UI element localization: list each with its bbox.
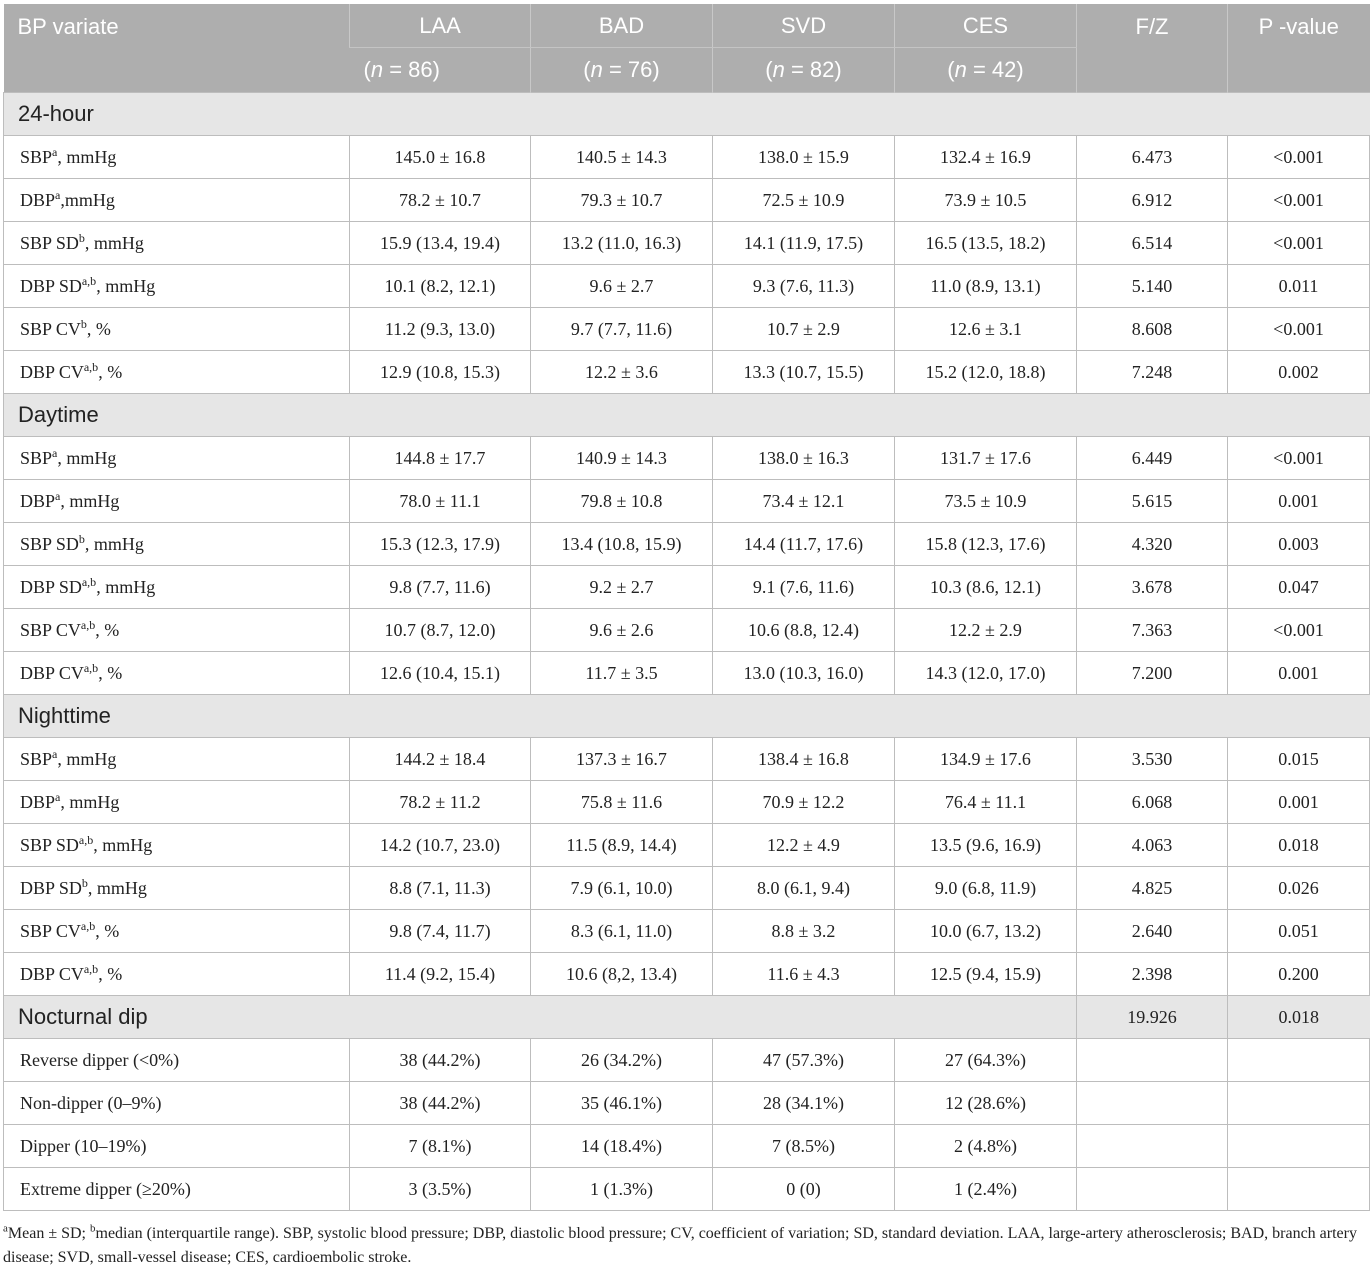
- table-row: [4, 308, 1370, 351]
- cell-value: 15.2 (12.0, 18.8): [895, 351, 1077, 394]
- cell-value: 10.7 ± 2.9: [713, 308, 895, 351]
- table-row: [4, 437, 1370, 480]
- table-row: [4, 480, 1370, 523]
- row-label-text: DBP SD: [20, 877, 82, 898]
- row-label-text: DBP CV: [20, 963, 84, 984]
- table-header: [4, 4, 1370, 93]
- row-label: [4, 781, 350, 824]
- n-value: = 76): [602, 57, 660, 82]
- cell-value: 0 (0): [713, 1168, 895, 1211]
- cell-p-value: 0.026: [1228, 867, 1370, 910]
- cell-value: 12.9 (10.8, 15.3): [350, 351, 531, 394]
- row-label-sup: b: [80, 316, 87, 331]
- row-label-sup: b: [81, 875, 88, 890]
- cell-value: 35 (46.1%): [531, 1082, 713, 1125]
- row-label-sup: b: [78, 531, 85, 546]
- cell-value: 12.2 ± 2.9: [895, 609, 1077, 652]
- cell-value: 11.6 ± 4.3: [713, 953, 895, 996]
- row-label: [4, 523, 350, 566]
- row-label: [4, 738, 350, 781]
- n-symbol: n: [590, 57, 603, 82]
- header-n-bad: (n = 76): [531, 48, 713, 93]
- cell-value: 8.3 (6.1, 11.0): [531, 910, 713, 953]
- row-label-text: SBP SD: [20, 232, 79, 253]
- cell-value: 14.4 (11.7, 17.6): [713, 523, 895, 566]
- row-label-sup: a,b: [80, 617, 96, 632]
- row-label-sup: a: [52, 445, 58, 460]
- header-group-laa: LAA: [350, 4, 531, 48]
- n-symbol: n: [370, 57, 384, 82]
- table-row: [4, 136, 1370, 179]
- header-n-ces: (n = 42): [895, 48, 1077, 93]
- cell-stat: 7.200: [1077, 652, 1228, 695]
- cell-value: 70.9 ± 12.2: [713, 781, 895, 824]
- cell-value: 10.6 (8.8, 12.4): [713, 609, 895, 652]
- cell-value: 11.0 (8.9, 13.1): [895, 265, 1077, 308]
- row-label-text: DBP: [20, 189, 56, 210]
- row-label: [4, 867, 350, 910]
- cell-value: 47 (57.3%): [713, 1039, 895, 1082]
- n-symbol: n: [772, 57, 785, 82]
- cell-value: 28 (34.1%): [713, 1082, 895, 1125]
- cell-value: 1 (1.3%): [531, 1168, 713, 1211]
- row-label-unit: , %: [95, 920, 120, 941]
- cell-stat: [1077, 1039, 1228, 1082]
- n-value: = 82): [784, 57, 842, 82]
- table-row: [4, 910, 1370, 953]
- cell-p-value: <0.001: [1228, 437, 1370, 480]
- table-row: [4, 738, 1370, 781]
- row-label-sup: a,b: [81, 574, 97, 589]
- row-label: [4, 351, 350, 394]
- cell-value: 8.0 (6.1, 9.4): [713, 867, 895, 910]
- table-row: [4, 652, 1370, 695]
- cell-value: 26 (34.2%): [531, 1039, 713, 1082]
- cell-value: 14 (18.4%): [531, 1125, 713, 1168]
- cell-value: 11.7 ± 3.5: [531, 652, 713, 695]
- n-value: = 86): [383, 57, 440, 82]
- row-label-text: SBP: [20, 447, 53, 468]
- cell-value: 12.6 ± 3.1: [895, 308, 1077, 351]
- row-label-unit: , %: [98, 963, 123, 984]
- row-label-unit: , mmHg: [57, 146, 117, 167]
- row-label-unit: , mmHg: [96, 275, 156, 296]
- cell-value: 38 (44.2%): [350, 1082, 531, 1125]
- cell-value: 13.5 (9.6, 16.9): [895, 824, 1077, 867]
- footnote-sup-a: a: [3, 1222, 8, 1235]
- cell-value: 140.9 ± 14.3: [531, 437, 713, 480]
- cell-value: 78.2 ± 10.7: [350, 179, 531, 222]
- cell-value: 13.3 (10.7, 15.5): [713, 351, 895, 394]
- header-variate: BP variate: [4, 4, 350, 93]
- cell-value: 10.0 (6.7, 13.2): [895, 910, 1077, 953]
- cell-p-value: 0.015: [1228, 738, 1370, 781]
- row-label-text: SBP SD: [20, 533, 79, 554]
- cell-value: 3 (3.5%): [350, 1168, 531, 1211]
- row-label-sup: a,b: [81, 273, 97, 288]
- cell-p-value: 0.002: [1228, 351, 1370, 394]
- row-label-unit: , mmHg: [84, 232, 144, 253]
- n-value: = 42): [966, 57, 1024, 82]
- cell-value: 76.4 ± 11.1: [895, 781, 1077, 824]
- row-label: [4, 824, 350, 867]
- cell-stat: 3.678: [1077, 566, 1228, 609]
- cell-p-value: 0.003: [1228, 523, 1370, 566]
- cell-value: 12 (28.6%): [895, 1082, 1077, 1125]
- row-label-text: DBP: [20, 791, 56, 812]
- row-label-unit: , mmHg: [60, 490, 120, 511]
- row-label-unit: , %: [98, 361, 123, 382]
- cell-value: 27 (64.3%): [895, 1039, 1077, 1082]
- cell-value: 10.7 (8.7, 12.0): [350, 609, 531, 652]
- header-p-value: P -value: [1228, 4, 1370, 93]
- table-row: [4, 1039, 1370, 1082]
- cell-value: 11.4 (9.2, 15.4): [350, 953, 531, 996]
- table-row: [4, 824, 1370, 867]
- row-label: [4, 609, 350, 652]
- cell-value: 15.8 (12.3, 17.6): [895, 523, 1077, 566]
- cell-stat: 3.530: [1077, 738, 1228, 781]
- cell-p-value: <0.001: [1228, 308, 1370, 351]
- cell-value: 138.0 ± 15.9: [713, 136, 895, 179]
- n-symbol: n: [954, 57, 967, 82]
- table-row: [4, 1168, 1370, 1211]
- section-row: [4, 93, 1370, 136]
- cell-value: 131.7 ± 17.6: [895, 437, 1077, 480]
- table-row: [4, 1125, 1370, 1168]
- cell-p-value: [1228, 1082, 1370, 1125]
- cell-p-value: <0.001: [1228, 222, 1370, 265]
- header-stat: F/Z: [1077, 4, 1228, 93]
- row-label: [4, 265, 350, 308]
- cell-value: 75.8 ± 11.6: [531, 781, 713, 824]
- cell-value: 9.0 (6.8, 11.9): [895, 867, 1077, 910]
- row-label: [4, 910, 350, 953]
- cell-value: 10.6 (8,2, 13.4): [531, 953, 713, 996]
- row-label-text: SBP: [20, 748, 53, 769]
- section-title: 24-hour: [4, 93, 1370, 136]
- header-group-svd: SVD: [713, 4, 895, 48]
- cell-value: 11.5 (8.9, 14.4): [531, 824, 713, 867]
- cell-p-value: [1228, 1125, 1370, 1168]
- cell-value: 138.0 ± 16.3: [713, 437, 895, 480]
- cell-stat: 5.140: [1077, 265, 1228, 308]
- cell-value: 72.5 ± 10.9: [713, 179, 895, 222]
- table-row: [4, 523, 1370, 566]
- cell-value: 144.2 ± 18.4: [350, 738, 531, 781]
- cell-value: 38 (44.2%): [350, 1039, 531, 1082]
- row-label-text: Non-dipper (0–9%): [20, 1092, 162, 1113]
- cell-p-value: 0.001: [1228, 480, 1370, 523]
- section-row: [4, 695, 1370, 738]
- cell-stat: 7.363: [1077, 609, 1228, 652]
- cell-p-value: <0.001: [1228, 609, 1370, 652]
- cell-value: 14.1 (11.9, 17.5): [713, 222, 895, 265]
- cell-value: 2 (4.8%): [895, 1125, 1077, 1168]
- results-table: [3, 4, 1370, 1211]
- table-row: [4, 609, 1370, 652]
- row-label-text: SBP CV: [20, 318, 81, 339]
- cell-value: 13.2 (11.0, 16.3): [531, 222, 713, 265]
- cell-value: 144.8 ± 17.7: [350, 437, 531, 480]
- cell-value: 9.3 (7.6, 11.3): [713, 265, 895, 308]
- cell-p-value: [1228, 1168, 1370, 1211]
- header-group-bad: BAD: [531, 4, 713, 48]
- row-label-sup: b: [78, 230, 85, 245]
- cell-value: 15.3 (12.3, 17.9): [350, 523, 531, 566]
- cell-value: 14.2 (10.7, 23.0): [350, 824, 531, 867]
- cell-value: 9.6 ± 2.6: [531, 609, 713, 652]
- table-row: [4, 179, 1370, 222]
- cell-value: 11.2 (9.3, 13.0): [350, 308, 531, 351]
- table-body: [4, 93, 1370, 1211]
- cell-value: 79.8 ± 10.8: [531, 480, 713, 523]
- cell-value: 73.9 ± 10.5: [895, 179, 1077, 222]
- cell-stat: 4.063: [1077, 824, 1228, 867]
- cell-value: 9.8 (7.7, 11.6): [350, 566, 531, 609]
- row-label-text: Dipper (10–19%): [20, 1135, 147, 1156]
- row-label: [4, 566, 350, 609]
- cell-value: 134.9 ± 17.6: [895, 738, 1077, 781]
- cell-value: 7 (8.1%): [350, 1125, 531, 1168]
- cell-stat: [1077, 1125, 1228, 1168]
- cell-value: 13.0 (10.3, 16.0): [713, 652, 895, 695]
- cell-value: 9.7 (7.7, 11.6): [531, 308, 713, 351]
- table-row: [4, 1082, 1370, 1125]
- row-label-unit: ,mmHg: [60, 189, 115, 210]
- cell-stat: 4.825: [1077, 867, 1228, 910]
- row-label-unit: , mmHg: [93, 834, 153, 855]
- row-label: [4, 1082, 350, 1125]
- cell-value: 7.9 (6.1, 10.0): [531, 867, 713, 910]
- cell-p-value: 0.051: [1228, 910, 1370, 953]
- row-label-text: DBP SD: [20, 275, 82, 296]
- cell-value: 12.2 ± 3.6: [531, 351, 713, 394]
- section-row: [4, 394, 1370, 437]
- cell-stat: [1077, 1168, 1228, 1211]
- cell-value: 1 (2.4%): [895, 1168, 1077, 1211]
- cell-stat: 5.615: [1077, 480, 1228, 523]
- cell-stat: 6.514: [1077, 222, 1228, 265]
- cell-stat: 6.449: [1077, 437, 1228, 480]
- row-label-text: Extreme dipper (≥20%): [20, 1178, 191, 1199]
- row-label-text: DBP CV: [20, 662, 84, 683]
- cell-value: 13.4 (10.8, 15.9): [531, 523, 713, 566]
- footnote-text-a: Mean ± SD;: [7, 1225, 90, 1242]
- cell-value: 15.9 (13.4, 19.4): [350, 222, 531, 265]
- cell-value: 138.4 ± 16.8: [713, 738, 895, 781]
- cell-value: 14.3 (12.0, 17.0): [895, 652, 1077, 695]
- row-label-text: SBP: [20, 146, 53, 167]
- cell-value: 78.0 ± 11.1: [350, 480, 531, 523]
- cell-p-value: <0.001: [1228, 179, 1370, 222]
- cell-p-value: 0.047: [1228, 566, 1370, 609]
- header-group-ces: CES: [895, 4, 1077, 48]
- row-label-unit: , mmHg: [57, 447, 117, 468]
- cell-value: 140.5 ± 14.3: [531, 136, 713, 179]
- row-label-text: Reverse dipper (<0%): [20, 1049, 180, 1070]
- table-footnote: [3, 1222, 1369, 1270]
- table-row: [4, 781, 1370, 824]
- row-label-unit: , mmHg: [87, 877, 147, 898]
- row-label-unit: , %: [95, 619, 120, 640]
- row-label: [4, 1168, 350, 1211]
- row-label: [4, 136, 350, 179]
- row-label-text: SBP CV: [20, 920, 81, 941]
- row-label: [4, 179, 350, 222]
- row-label-sup: a: [52, 746, 58, 761]
- cell-stat: [1077, 1082, 1228, 1125]
- section-title: Nighttime: [4, 695, 1370, 738]
- cell-p-value: 0.018: [1228, 824, 1370, 867]
- row-label-sup: a: [55, 488, 61, 503]
- section-row: [4, 996, 1370, 1039]
- cell-value: 79.3 ± 10.7: [531, 179, 713, 222]
- row-label-sup: a: [55, 187, 61, 202]
- cell-value: 16.5 (13.5, 18.2): [895, 222, 1077, 265]
- cell-value: 8.8 ± 3.2: [713, 910, 895, 953]
- row-label: [4, 953, 350, 996]
- cell-value: 9.8 (7.4, 11.7): [350, 910, 531, 953]
- row-label: [4, 308, 350, 351]
- row-label-text: DBP SD: [20, 576, 82, 597]
- cell-value: 132.4 ± 16.9: [895, 136, 1077, 179]
- row-label-unit: , %: [98, 662, 123, 683]
- row-label: [4, 652, 350, 695]
- section-stat: 19.926: [1077, 996, 1228, 1039]
- section-title: Daytime: [4, 394, 1370, 437]
- table-row: [4, 222, 1370, 265]
- header-n-svd: (n = 82): [713, 48, 895, 93]
- table-row: [4, 953, 1370, 996]
- cell-stat: 6.068: [1077, 781, 1228, 824]
- footnote-sup-b: b: [90, 1222, 96, 1235]
- row-label: [4, 1125, 350, 1168]
- row-label: [4, 222, 350, 265]
- cell-value: 73.4 ± 12.1: [713, 480, 895, 523]
- row-label-sup: a: [55, 789, 61, 804]
- section-p-value: 0.018: [1228, 996, 1370, 1039]
- cell-stat: 6.912: [1077, 179, 1228, 222]
- row-label-text: SBP SD: [20, 834, 79, 855]
- row-label-unit: , %: [86, 318, 111, 339]
- cell-stat: 6.473: [1077, 136, 1228, 179]
- cell-p-value: 0.200: [1228, 953, 1370, 996]
- cell-value: 10.1 (8.2, 12.1): [350, 265, 531, 308]
- cell-value: 12.2 ± 4.9: [713, 824, 895, 867]
- cell-value: 137.3 ± 16.7: [531, 738, 713, 781]
- cell-p-value: <0.001: [1228, 136, 1370, 179]
- row-label-text: DBP: [20, 490, 56, 511]
- row-label-text: DBP CV: [20, 361, 84, 382]
- cell-value: 145.0 ± 16.8: [350, 136, 531, 179]
- row-label-sup: a,b: [83, 359, 99, 374]
- row-label-sup: a,b: [83, 961, 99, 976]
- cell-stat: 7.248: [1077, 351, 1228, 394]
- table-row: [4, 867, 1370, 910]
- cell-value: 10.3 (8.6, 12.1): [895, 566, 1077, 609]
- row-label-unit: , mmHg: [84, 533, 144, 554]
- cell-value: 12.6 (10.4, 15.1): [350, 652, 531, 695]
- table-row: [4, 265, 1370, 308]
- row-label-unit: , mmHg: [57, 748, 117, 769]
- cell-value: 9.6 ± 2.7: [531, 265, 713, 308]
- cell-p-value: [1228, 1039, 1370, 1082]
- cell-value: 78.2 ± 11.2: [350, 781, 531, 824]
- row-label-unit: , mmHg: [60, 791, 120, 812]
- row-label: [4, 437, 350, 480]
- section-title: Nocturnal dip: [4, 996, 1077, 1039]
- cell-value: 8.8 (7.1, 11.3): [350, 867, 531, 910]
- header-n-laa: (n = 86): [350, 48, 531, 93]
- cell-value: 7 (8.5%): [713, 1125, 895, 1168]
- row-label-sup: a: [52, 144, 58, 159]
- row-label: [4, 480, 350, 523]
- row-label-sup: a,b: [80, 918, 96, 933]
- cell-stat: 2.640: [1077, 910, 1228, 953]
- cell-p-value: 0.001: [1228, 652, 1370, 695]
- row-label-sup: a,b: [83, 660, 99, 675]
- cell-value: 12.5 (9.4, 15.9): [895, 953, 1077, 996]
- row-label-sup: a,b: [78, 832, 94, 847]
- table-row: [4, 351, 1370, 394]
- cell-stat: 8.608: [1077, 308, 1228, 351]
- table-row: [4, 566, 1370, 609]
- row-label-unit: , mmHg: [96, 576, 156, 597]
- footnote-text-b: median (interquartile range). SBP, systolic blood pressure; DBP, diastolic blood pressure; CV, coefficient of variation; SD, standard deviation. LAA, large-artery atherosclerosis; BAD, branch artery disease; SVD, small-vessel disease; CES, cardioembolic stroke.: [3, 1225, 1357, 1266]
- row-label-text: SBP CV: [20, 619, 81, 640]
- cell-p-value: 0.001: [1228, 781, 1370, 824]
- cell-stat: 2.398: [1077, 953, 1228, 996]
- cell-value: 73.5 ± 10.9: [895, 480, 1077, 523]
- row-label: [4, 1039, 350, 1082]
- cell-value: 9.2 ± 2.7: [531, 566, 713, 609]
- cell-value: 9.1 (7.6, 11.6): [713, 566, 895, 609]
- cell-stat: 4.320: [1077, 523, 1228, 566]
- cell-p-value: 0.011: [1228, 265, 1370, 308]
